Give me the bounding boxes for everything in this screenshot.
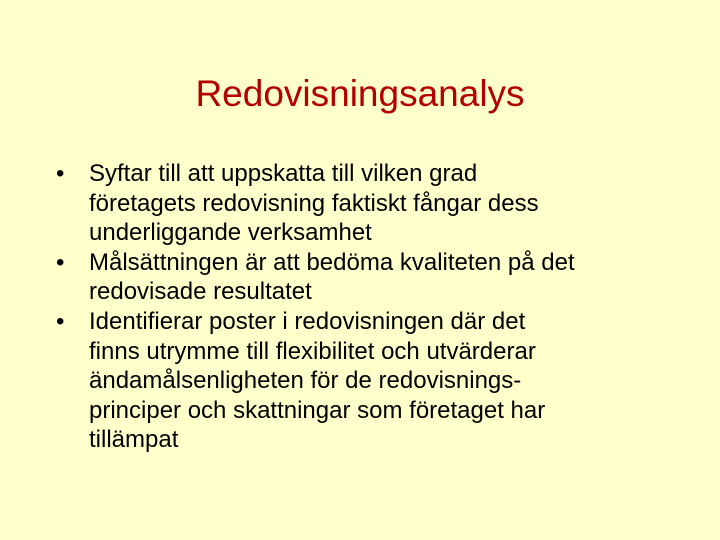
bullet-line: redovisade resultatet — [89, 278, 312, 306]
slide-title: Redovisningsanalys — [195, 73, 525, 114]
bullet-line: företagets redovisning faktiskt fångar dess — [89, 189, 539, 217]
bullet-line: Identifierar poster i redovisningen där det — [89, 307, 526, 335]
bullet-list — [56, 159, 666, 455]
bullet-item-1 — [56, 159, 666, 248]
bullet-line: tillämpat — [89, 426, 179, 454]
bullet-line: finns utrymme till flexibilitet och utvärderar — [89, 337, 536, 365]
bullet-line: Målsättningen är att bedöma kvaliteten på det — [89, 248, 575, 276]
bullet-symbol: • — [56, 248, 65, 276]
bullet-item-2 — [56, 248, 666, 307]
bullet-line: principer och skattningar som företaget har — [89, 396, 546, 424]
bullet-symbol: • — [56, 307, 65, 335]
bullet-symbol: • — [56, 160, 65, 187]
bullet-line: ändamålsenligheten för de redovisnings- — [89, 367, 522, 395]
bullet-line: Syftar till att uppskatta till vilken grad — [89, 160, 478, 187]
bullet-item-3 — [56, 307, 666, 455]
bullet-line: underliggande verksamhet — [89, 219, 372, 247]
